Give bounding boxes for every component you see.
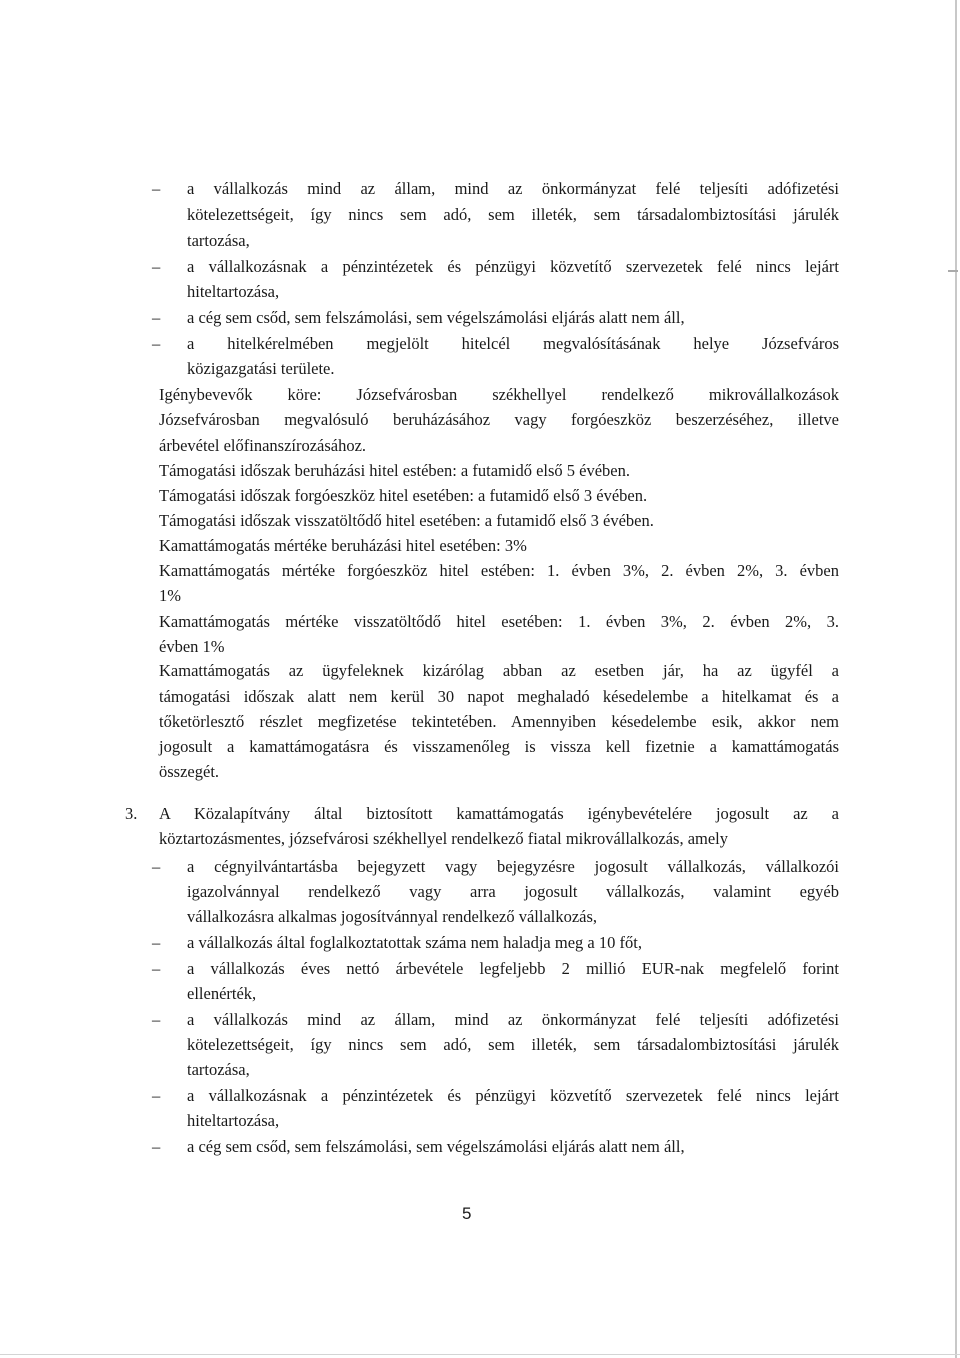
list-dash: –	[152, 1086, 161, 1105]
list-item-line: hiteltartozása,	[187, 1111, 280, 1130]
list-item-line: vállalkozásra alkalmas jogosítvánnyal rendelkező vállalkozás,	[187, 907, 598, 926]
list-item-line: a vállalkozás mind az állam, mind az önkormányzat felé teljesíti adófizetési	[187, 1010, 839, 1029]
list-item-line: tartozása,	[187, 1060, 250, 1079]
list-dash: –	[152, 179, 161, 198]
body-line: Kamattámogatás mértéke forgóeszköz hitel estében: 1. évben 3%, 2. évben 2%, 3. évben	[159, 561, 839, 580]
section-number: 3.	[125, 804, 138, 823]
body-line: évben 1%	[159, 637, 225, 656]
body-line: árbevétel előfinanszírozásához.	[159, 436, 367, 455]
section-line: A Közalapítvány által biztosított kamattámogatás igénybevételére jogosult az a	[159, 804, 839, 823]
list-item-line: a cég sem csőd, sem felszámolási, sem végelszámolási eljárás alatt nem áll,	[187, 1137, 685, 1156]
scan-edge-bottom	[0, 1354, 960, 1355]
body-line: Kamattámogatás mértéke visszatöltődő hitel esetében: 1. évben 3%, 2. évben 2%, 3.	[159, 612, 839, 631]
list-item-line: a cég sem csőd, sem felszámolási, sem végelszámolási eljárás alatt nem áll,	[187, 308, 685, 327]
list-item-line: a vállalkozás által foglalkoztatottak száma nem haladja meg a 10 főt,	[187, 933, 642, 952]
list-dash: –	[152, 257, 161, 276]
scan-edge-mark	[948, 270, 958, 272]
list-item-line: a cégnyilvántartásba bejegyzett vagy bejegyzésre jogosult vállalkozás, vállalkozói	[187, 857, 839, 876]
body-line: jogosult a kamattámogatásra és visszamenőleg is vissza kell fizetnie a kamattámogatás	[159, 737, 839, 756]
list-item-line: ellenérték,	[187, 984, 257, 1003]
list-item-line: a vállalkozásnak a pénzintézetek és pénzügyi közvetítő szervezetek felé nincs lejárt	[187, 1086, 839, 1105]
list-dash: –	[152, 308, 161, 327]
list-item-line: közigazgatási területe.	[187, 359, 335, 378]
body-line: tőketörlesztő részlet megfizetése tekintetében. Amennyiben késedelembe esik, akkor nem	[159, 712, 839, 731]
list-dash: –	[152, 959, 161, 978]
list-item-line: a vállalkozás mind az állam, mind az önkormányzat felé teljesíti adófizetési	[187, 179, 839, 198]
list-item-line: a vállalkozásnak a pénzintézetek és pénzügyi közvetítő szervezetek felé nincs lejárt	[187, 257, 839, 276]
body-line: Támogatási időszak forgóeszköz hitel esetében: a futamidő első 3 évében.	[159, 486, 648, 505]
list-item-line: a hitelkérelmében megjelölt hitelcél megvalósításának helye Józsefváros	[187, 334, 839, 353]
body-line: Támogatási időszak visszatöltődő hitel esetében: a futamidő első 3 évében.	[159, 511, 654, 530]
list-dash: –	[152, 334, 161, 353]
section-line: köztartozásmentes, józsefvárosi székhellyel rendelkező fiatal mikrovállalkozás, amely	[159, 829, 729, 848]
body-line: támogatási időszak alatt nem kerül 30 napot meghaladó késedelembe a hitelkamat és a	[159, 687, 839, 706]
body-line: Józsefvárosban megvalósuló beruházásához vagy forgóeszköz beszerzéséhez, illetve	[159, 410, 839, 429]
body-line: Támogatási időszak beruházási hitel estében: a futamidő első 5 évében.	[159, 461, 630, 480]
list-dash: –	[152, 1137, 161, 1156]
scan-edge-right	[955, 0, 957, 1358]
body-line: Kamattámogatás az ügyfeleknek kizárólag abban az esetben jár, ha az ügyfél a	[159, 661, 839, 680]
body-line: Kamattámogatás mértéke beruházási hitel esetében: 3%	[159, 536, 527, 555]
list-dash: –	[152, 1010, 161, 1029]
page-number: 5	[462, 1204, 472, 1223]
list-item-line: kötelezettségeit, így nincs sem adó, sem illeték, sem társadalombiztosítási járulék	[187, 1035, 839, 1054]
list-item-line: a vállalkozás éves nettó árbevétele legfeljebb 2 millió EUR-nak megfelelő forint	[187, 959, 839, 978]
list-item-line: hiteltartozása,	[187, 282, 280, 301]
list-dash: –	[152, 933, 161, 952]
body-line: Igénybevevők köre: Józsefvárosban székhellyel rendelkező mikrovállalkozások	[159, 385, 839, 404]
list-item-line: igazolvánnyal rendelkező vagy arra jogosult vállalkozás, valamint egyéb	[187, 882, 839, 901]
list-dash: –	[152, 857, 161, 876]
list-item-line: kötelezettségeit, így nincs sem adó, sem illeték, sem társadalombiztosítási járulék	[187, 205, 839, 224]
body-line: 1%	[159, 586, 181, 605]
list-item-line: tartozása,	[187, 231, 250, 250]
body-line: összegét.	[159, 762, 220, 781]
